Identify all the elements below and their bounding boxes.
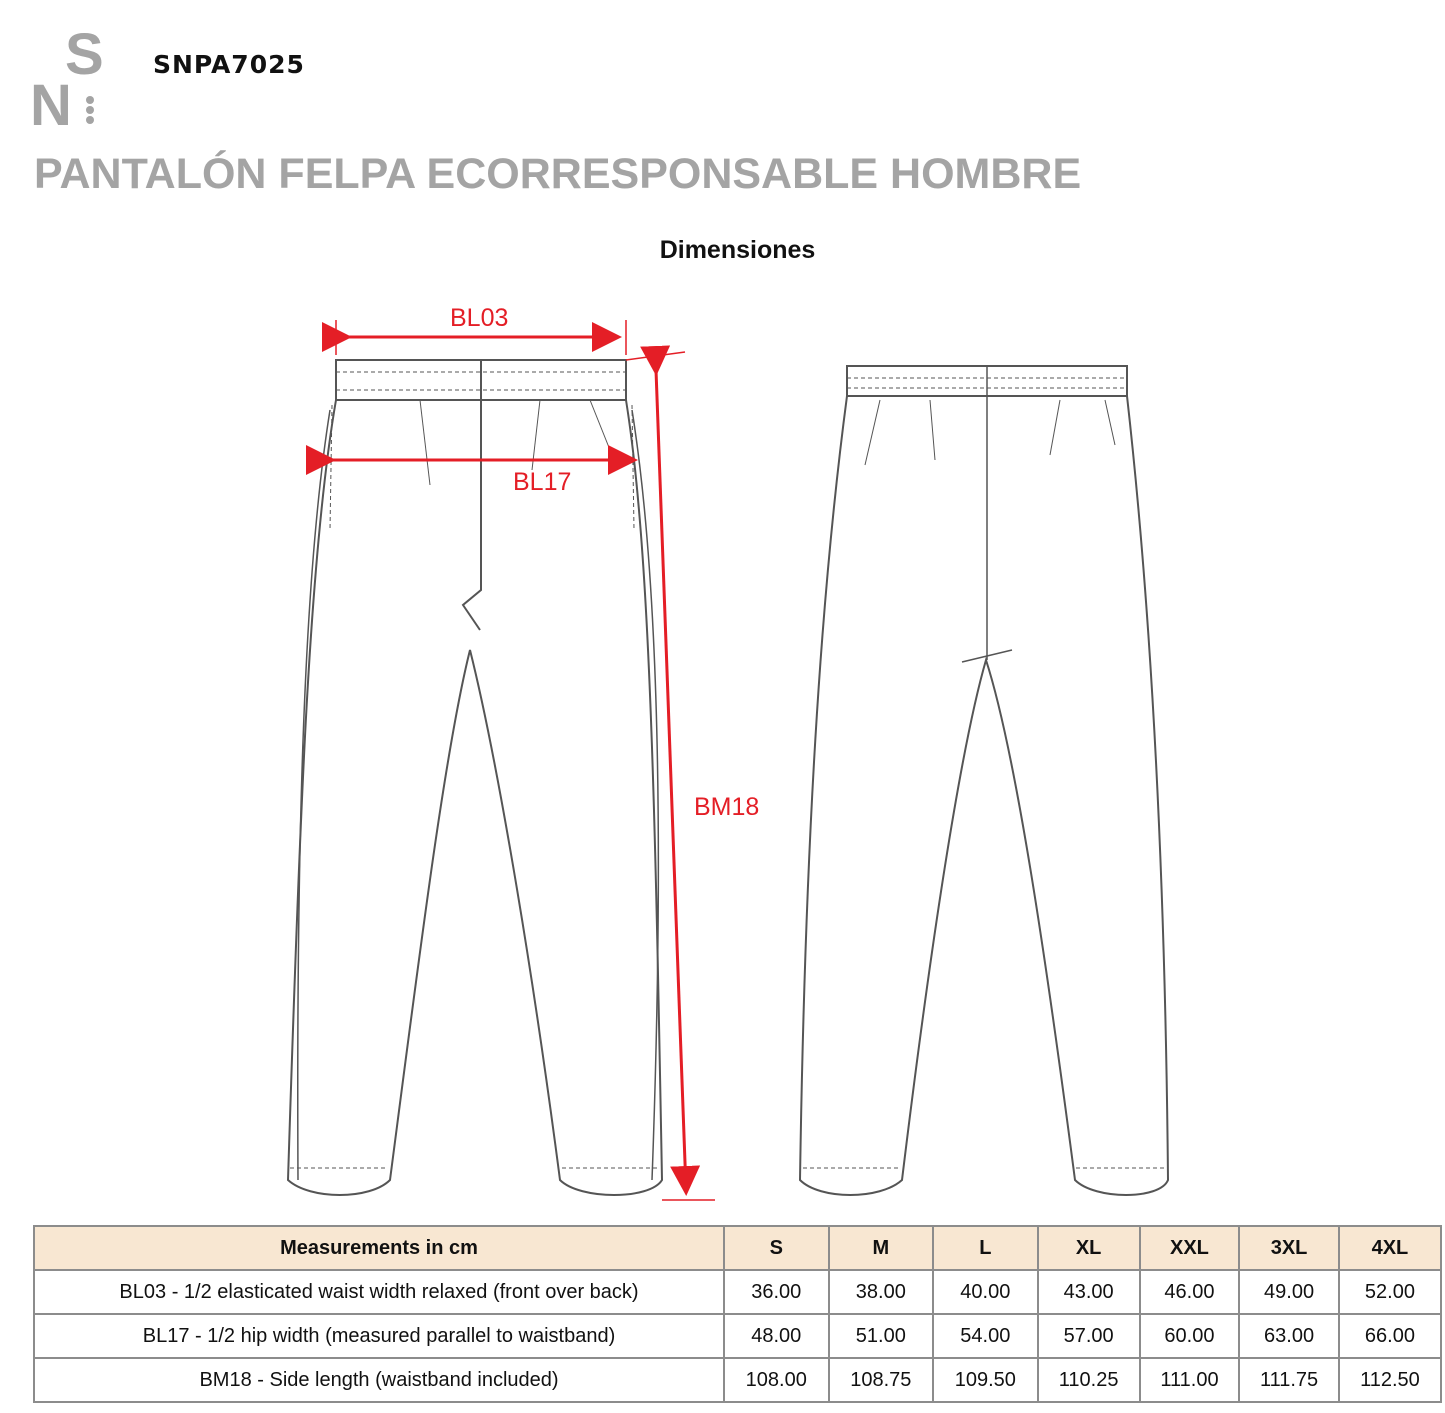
header-size-l: L	[933, 1226, 1038, 1270]
table-cell: 40.00	[933, 1270, 1038, 1314]
table-cell: 108.00	[724, 1358, 829, 1402]
bl03-label: BL03	[450, 304, 509, 332]
table-cell: 52.00	[1339, 1270, 1441, 1314]
table-cell: 110.25	[1038, 1358, 1140, 1402]
header-size-m: M	[829, 1226, 934, 1270]
table-row	[34, 1270, 1441, 1314]
table-cell: 51.00	[829, 1314, 934, 1358]
row-label: BL03 - 1/2 elasticated waist width relaxed (front over back)	[34, 1270, 724, 1314]
svg-text:N: N	[30, 73, 72, 130]
table-cell: 57.00	[1038, 1314, 1140, 1358]
brand-logo	[30, 30, 112, 130]
header-size-xxl: XXL	[1140, 1226, 1240, 1270]
front-view	[288, 360, 662, 1195]
size-table	[33, 1225, 1442, 1403]
table-cell: 109.50	[933, 1358, 1038, 1402]
row-label: BL17 - 1/2 hip width (measured parallel to waistband)	[34, 1314, 724, 1358]
table-row	[34, 1314, 1441, 1358]
bm18-label: BM18	[694, 793, 760, 821]
table-cell: 46.00	[1140, 1270, 1240, 1314]
table-cell: 36.00	[724, 1270, 829, 1314]
table-cell: 112.50	[1339, 1358, 1441, 1402]
row-label: BM18 - Side length (waistband included)	[34, 1358, 724, 1402]
header-size-xl: XL	[1038, 1226, 1140, 1270]
svg-text:S: S	[65, 30, 104, 87]
pants-technical-drawing	[270, 300, 1210, 1210]
product-title: PANTALÓN FELPA ECORRESPONSABLE HOMBRE	[34, 150, 1082, 198]
table-cell: 63.00	[1239, 1314, 1339, 1358]
header-measurements: Measurements in cm	[34, 1226, 724, 1270]
table-cell: 38.00	[829, 1270, 934, 1314]
back-view	[800, 366, 1168, 1195]
table-cell: 48.00	[724, 1314, 829, 1358]
table-cell: 108.75	[829, 1358, 934, 1402]
header-size-4xl: 4XL	[1339, 1226, 1441, 1270]
table-cell: 49.00	[1239, 1270, 1339, 1314]
table-cell: 66.00	[1339, 1314, 1441, 1358]
header-size-3xl: 3XL	[1239, 1226, 1339, 1270]
bl17-label: BL17	[513, 468, 572, 496]
header-size-s: S	[724, 1226, 829, 1270]
table-header-row	[34, 1226, 1441, 1270]
table-cell: 111.00	[1140, 1358, 1240, 1402]
table-cell: 43.00	[1038, 1270, 1140, 1314]
section-title: Dimensiones	[659, 236, 816, 264]
product-code: SNPA7025	[153, 50, 305, 79]
table-cell: 54.00	[933, 1314, 1038, 1358]
table-cell: 60.00	[1140, 1314, 1240, 1358]
table-row	[34, 1358, 1441, 1402]
table-cell: 111.75	[1239, 1358, 1339, 1402]
